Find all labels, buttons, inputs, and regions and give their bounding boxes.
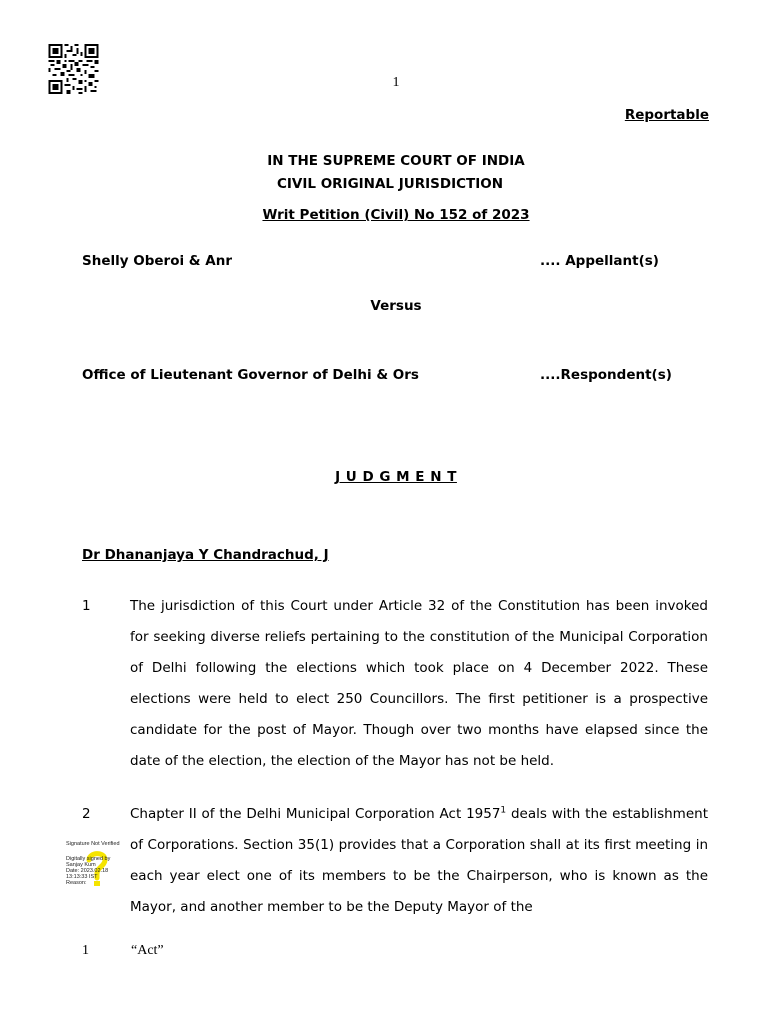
judgment-heading: J U D G M E N T bbox=[335, 469, 457, 485]
court-name: IN THE SUPREME COURT OF INDIA bbox=[267, 153, 525, 169]
paragraph-text-part: Chapter II of the Delhi Municipal Corporation Act 1957 bbox=[130, 806, 501, 822]
signature-line: Digitally signed by bbox=[66, 856, 111, 862]
paragraph-text-part: deals with the establishment of Corporations. Section 35(1) provides that a Corporation shall at its first meeting in each year elect one of its members to be the Chairperson, who is known as the Mayor, and another member to be the Deputy Mayor of the bbox=[130, 806, 708, 915]
digital-signature[interactable] bbox=[66, 842, 132, 890]
appellant-name: Shelly Oberoi & Anr bbox=[82, 253, 232, 269]
petition-number: Writ Petition (Civil) No 152 of 2023 bbox=[262, 207, 530, 223]
signature-status: Signature Not Verified bbox=[66, 841, 120, 847]
footnote-text: “Act” bbox=[131, 943, 164, 958]
signature-line: Date: 2023.02.18 bbox=[66, 868, 109, 874]
footnote-number: 1 bbox=[82, 943, 89, 958]
respondent-name: Office of Lieutenant Governor of Delhi & Ors bbox=[82, 367, 419, 383]
signature-line: Reason: bbox=[66, 880, 87, 886]
versus-label: Versus bbox=[370, 298, 422, 314]
paragraph-text bbox=[130, 799, 708, 923]
footnote-reference[interactable]: 1 bbox=[500, 805, 507, 816]
paragraph-number: 1 bbox=[82, 598, 91, 614]
judge-name: Dr Dhananjaya Y Chandrachud, J bbox=[82, 547, 329, 563]
jurisdiction: CIVIL ORIGINAL JURISDICTION bbox=[276, 176, 504, 192]
appellant-role: .... Appellant(s) bbox=[540, 253, 659, 269]
paragraph-text: The jurisdiction of this Court under Article 32 of the Constitution has been invoked for seeking diverse reliefs pertaining to the constitution of the Municipal Corporation of Delhi following the elections which took place on 4 December 2022. These elections were held to elect 250 Councillors. The first petitioner is a prospective candidate for the post of Mayor. Though over two months have elapsed since the date of the election, the election of the Mayor has not be held. bbox=[130, 598, 708, 769]
paragraph-number: 2 bbox=[82, 806, 91, 822]
respondent-role: ....Respondent(s) bbox=[540, 367, 672, 383]
signature-line: 13:13:33 IST bbox=[66, 874, 98, 880]
reportable-label: Reportable bbox=[624, 107, 709, 123]
signature-line: Sanjay Kum bbox=[66, 862, 96, 868]
page-number: 1 bbox=[392, 75, 400, 90]
